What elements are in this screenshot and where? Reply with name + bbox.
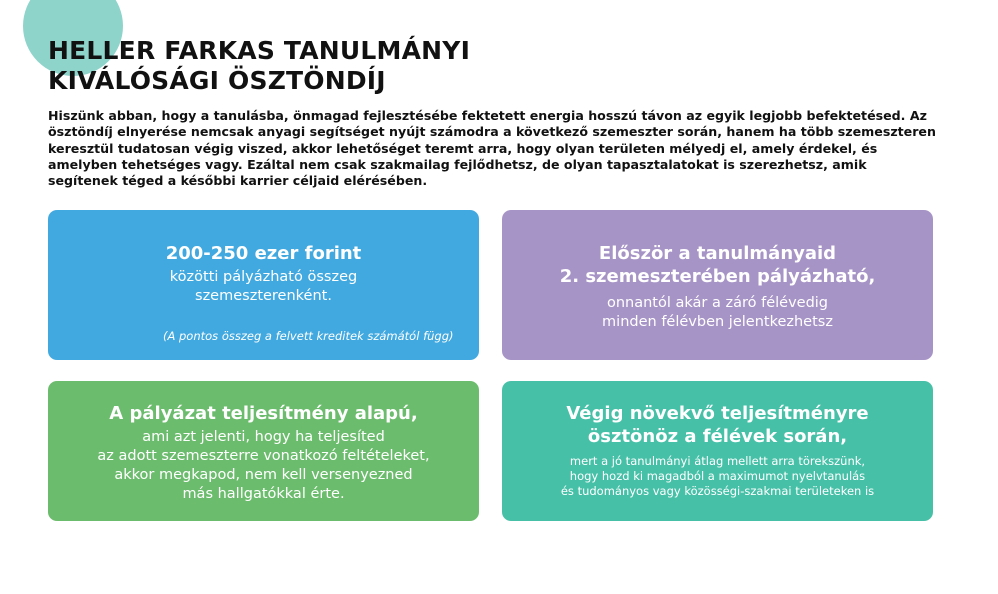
title-line-1: HELLER FARKAS TANULMÁNYI: [48, 36, 471, 65]
performance-card-text-3: akkor megkapod, nem kell versenyezned: [114, 467, 413, 483]
amount-card-text-1: közötti pályázható összeg: [169, 269, 358, 285]
eligibility-card-heading-1: Először a tanulmányaid: [598, 243, 837, 264]
motivation-card-heading-2: ösztönöz a félévek során,: [587, 426, 848, 447]
performance-card: [48, 381, 479, 521]
performance-card-text-4: más hallgatókkal érte.: [182, 486, 345, 502]
eligibility-card-text-2: minden félévben jelentkezhetsz: [602, 314, 833, 330]
amount-card-text-2: szemeszterenként.: [195, 288, 332, 304]
motivation-card: [502, 381, 933, 521]
page-title: [48, 36, 470, 96]
eligibility-card-heading-2: 2. szemeszterében pályázható,: [559, 266, 876, 287]
motivation-card-text-3: és tudományos vagy közösségi-szakmai területeken is: [560, 484, 875, 498]
motivation-card-text-1: mert a jó tanulmányi átlag mellett arra törekszünk,: [569, 454, 866, 468]
motivation-card-text-2: hogy hozd ki magadból a maximumot nyelvtanulás: [569, 469, 866, 483]
amount-card-heading: 200-250 ezer forint: [165, 243, 362, 264]
eligibility-card: [502, 210, 933, 360]
performance-card-text-1: ami azt jelenti, hogy ha teljesíted: [142, 429, 385, 445]
intro-paragraph: Hiszünk abban, hogy a tanulásba, önmagad fejlesztésébe fektetett energia hosszú távon az egyik legjobb befektetésed. Az ösztöndíj elnyerése nemcsak anyagi segítséget nyújt számodra a következő szemeszter során, hanem ha több szemeszteren keresztül tudatosan végig viszed, akkor lehetőséget teremt arra, hogy olyan területen mélyedj el, amely érdekel, és amelyben tehetséges vagy. Ezáltal nem csak szakmailag fejlődhetsz, de olyan tapasztalatokat is szerezhetsz, amik segítenek téged a későbbi karrier céljaid elérésében.: [48, 108, 936, 189]
performance-card-heading: A pályázat teljesítmény alapú,: [109, 403, 418, 424]
amount-card-note: (A pontos összeg a felvett kreditek számától függ): [163, 329, 454, 343]
motivation-card-heading-1: Végig növekvő teljesítményre: [566, 403, 869, 424]
eligibility-card-text-1: onnantól akár a záró félévedig: [606, 295, 829, 311]
title-line-2: KIVÁLÓSÁGI ÖSZTÖNDÍJ: [48, 66, 386, 95]
performance-card-text-2: az adott szemeszterre vonatkozó feltételeket,: [97, 448, 430, 464]
amount-card: [48, 210, 479, 360]
